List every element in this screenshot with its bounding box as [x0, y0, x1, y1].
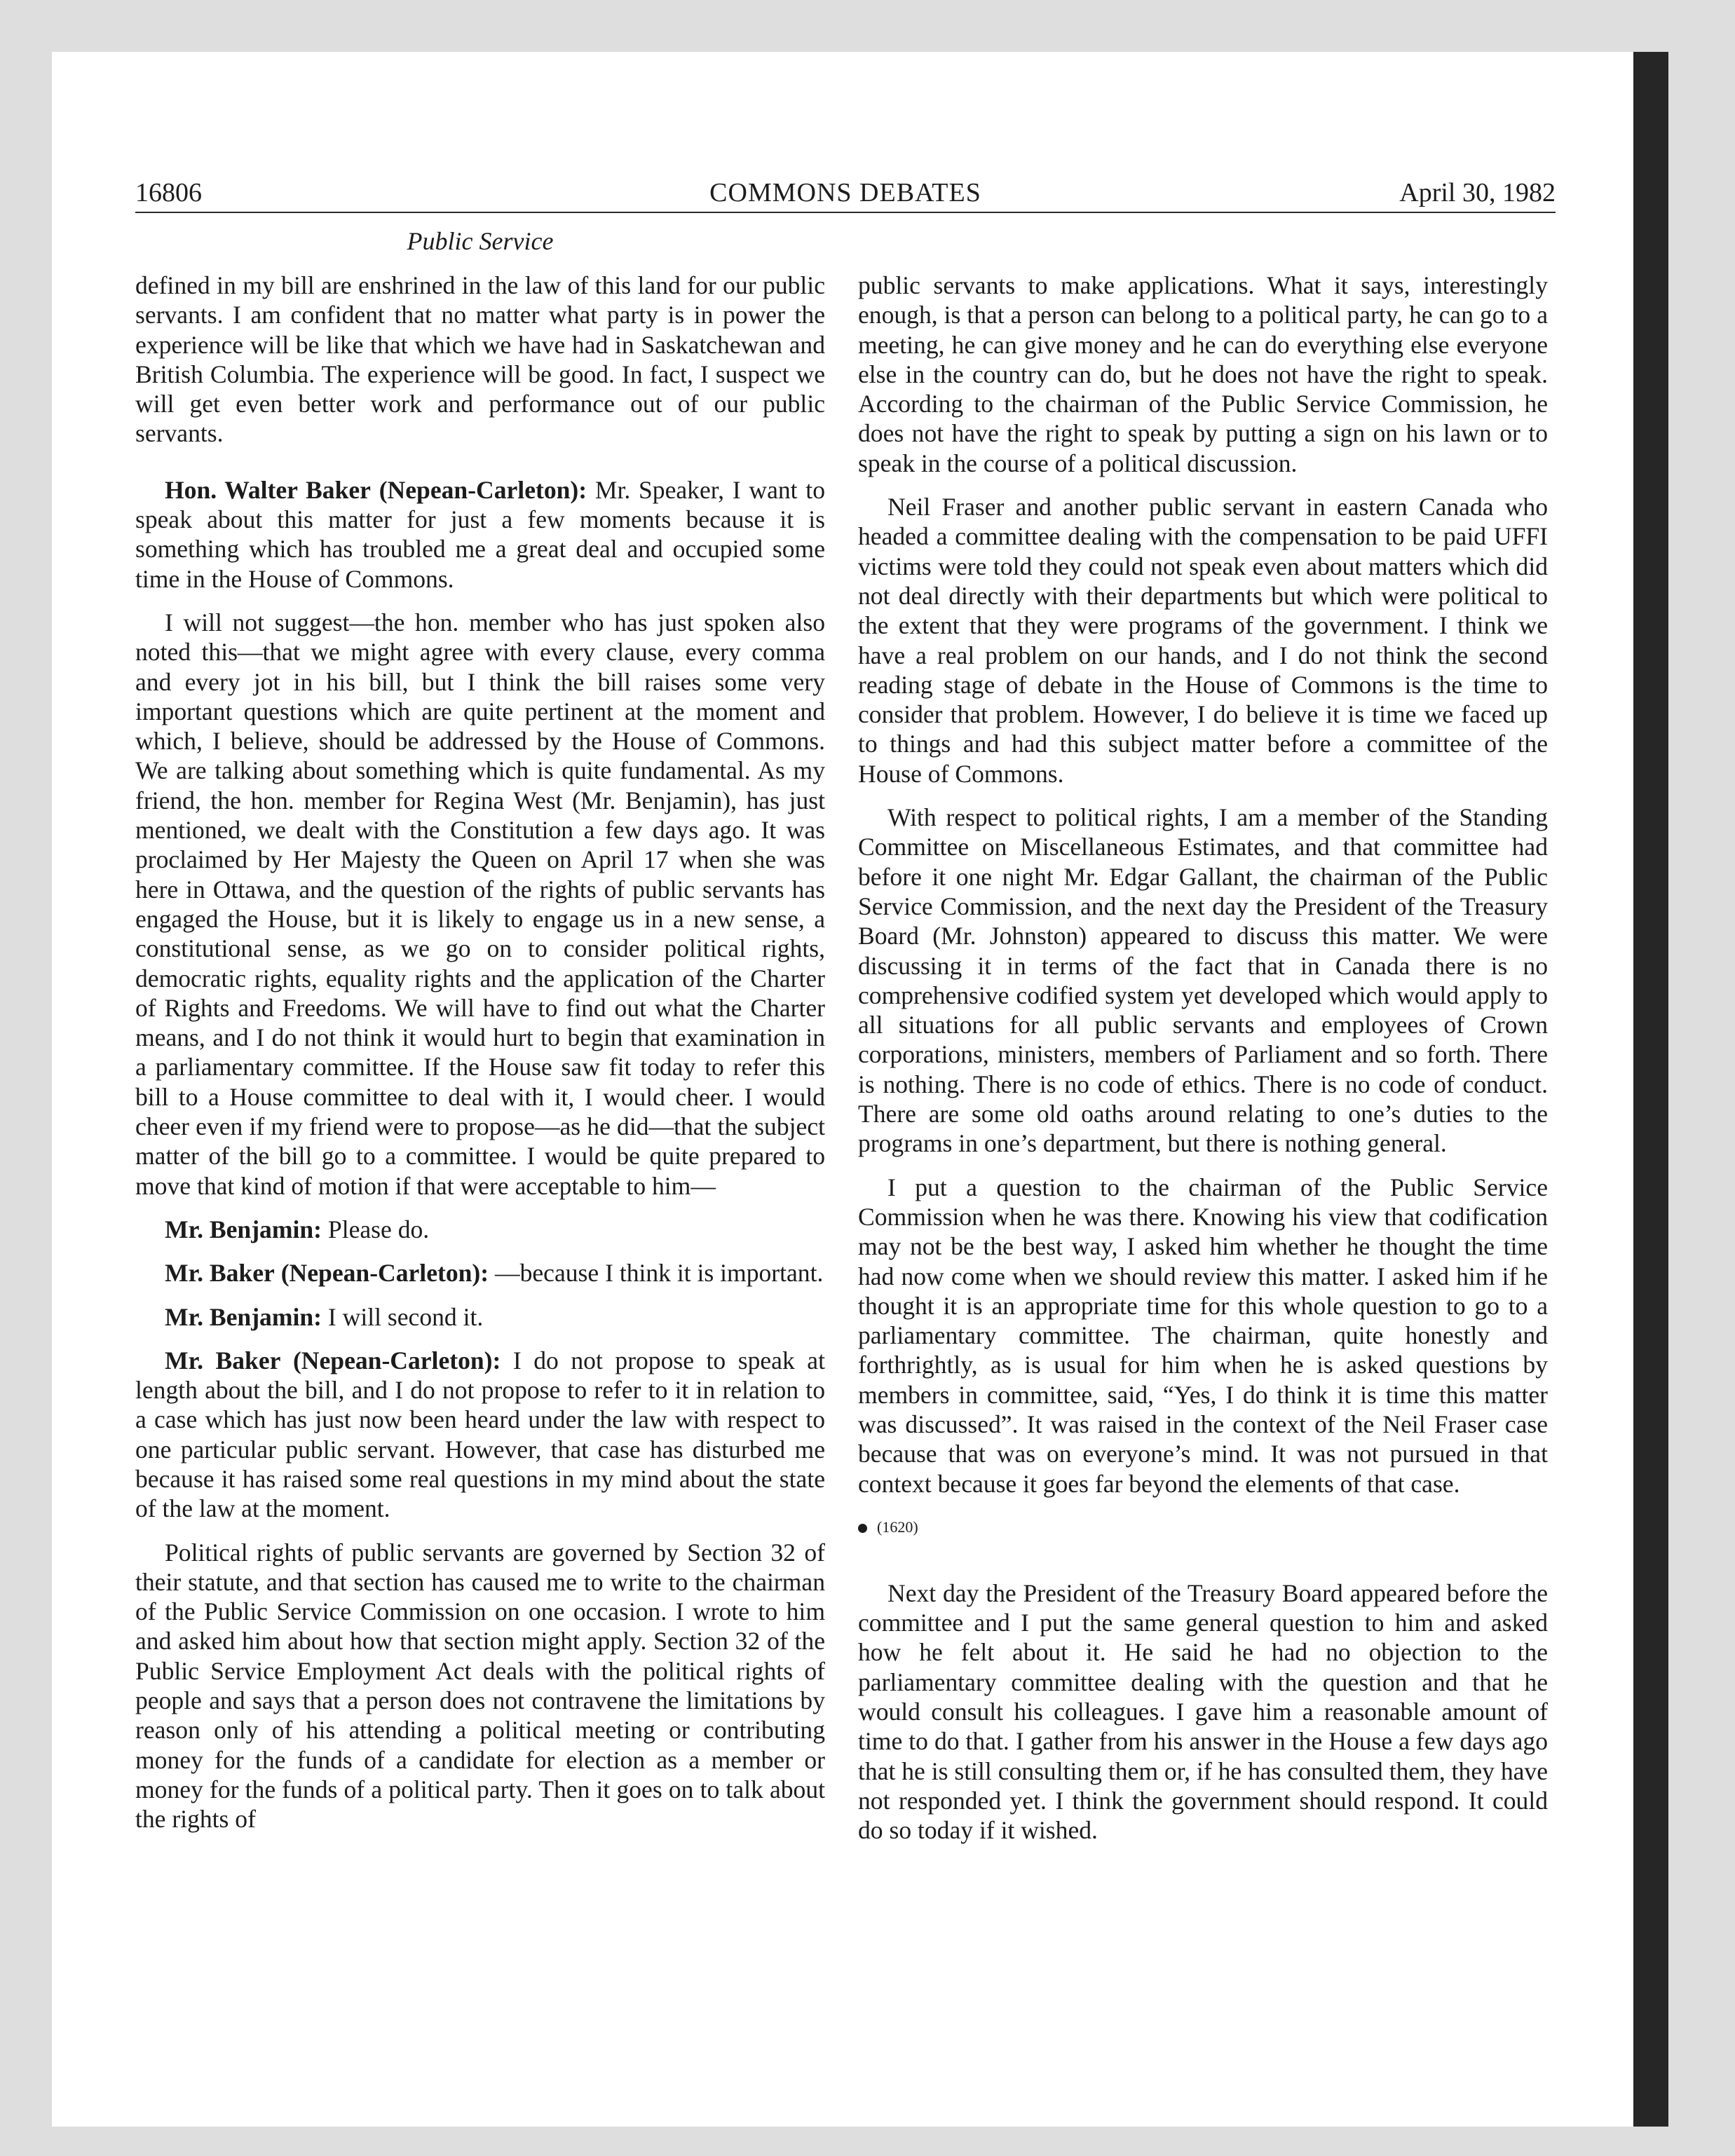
speech-paragraph [135, 1258, 825, 1288]
publication-title: COMMONS DEBATES [709, 178, 981, 207]
time-marker-text: (1620) [877, 1517, 918, 1536]
bullet-icon [858, 1524, 867, 1533]
speech-paragraph [135, 475, 825, 594]
body-paragraph: Next day the President of the Treasury Board appeared before the committee and I put the same general question to him and asked how he felt about it. He said he had no objection to the parliamentary committee dealing with the question and that he would consult his colleagues. I gave him a reasonable amount of time to do that. I gather from his answer in the House a few days ago that he is still consulting them or, if he has consulted them, they have not responded yet. I think the government should respond. It could do so today if it wished. [858, 1578, 1548, 1845]
speech-paragraph [135, 1302, 825, 1332]
left-column [135, 271, 825, 1848]
scan-binding-edge [1633, 52, 1668, 2127]
speech-text: —because I think it is important. [495, 1259, 824, 1288]
speech-text: Mr. Speaker, I want to speak about this matter for just a few moments because it is something which has troubled me a great deal and occupied some time in the House of Commons. [135, 475, 825, 593]
speaker-name: Mr. Benjamin: [165, 1215, 322, 1243]
body-paragraph: I will not suggest—the hon. member who has just spoken also noted this—that we might agree with every clause, every comma and every jot in his bill, but I think the bill raises some very important questions which are quite pertinent at the moment and which, I believe, should be addressed by the House of Commons. We are talking about something which is quite fundamental. As my friend, the hon. member for Regina West (Mr. Benjamin), has just mentioned, we dealt with the Constitution a few days ago. It was proclaimed by Her Majesty the Queen on April 17 when she was here in Ottawa, and the question of the rights of public servants has engaged the House, but it is likely to engage us in a new sense, a constitutional sense, as we go on to consider political rights, democratic rights, equality rights and the application of the Charter of Rights and Freedoms. We will have to find out what the Charter means, and I do not think it would hurt to begin that examination in a parliamentary committee. If the House saw fit today to refer this bill to a House committee to deal with it, I would cheer. I would cheer even if my friend were to propose—as he did—that the subject matter of the bill go to a committee. I would be quite prepared to move that kind of motion if that were acceptable to him— [135, 608, 825, 1200]
speaker-name: Mr. Baker [165, 1346, 281, 1374]
running-header [135, 174, 1556, 213]
speaker-riding: (Nepean-Carleton): [379, 475, 587, 504]
speaker-riding: (Nepean-Carleton): [280, 1259, 489, 1288]
body-paragraph: With respect to political rights, I am a member of the Standing Committee on Miscellaneous Estimates, and that committee had before it one night Mr. Edgar Gallant, the chairman of the Public Service Commission, and the next day the President of the Treasury Board (Mr. Johnston) appeared to discuss this matter. We were discussing it in terms of the fact that in Canada there is no comprehensive codified system yet developed which would apply to all situations for all public servants and employees of Crown corporations, ministers, members of Parliament and so forth. There is nothing. There is no code of ethics. There is no code of conduct. There are some old oaths around relating to one’s duties to the programs in one’s department, but there is nothing general. [858, 803, 1548, 1158]
speaker-riding: (Nepean-Carleton): [292, 1346, 501, 1374]
speech-paragraph [135, 1346, 825, 1524]
speech-text: I do not propose to speak at length about the bill, and I do not propose to refer to it in relation to a case which has just now been heard under the law with respect to one particular public servant. However, that case has disturbed me because it has raised some real questions in my mind about the state of the law at the moment. [135, 1346, 825, 1523]
page-number: 16806 [135, 178, 202, 207]
body-paragraph: I put a question to the chairman of the Public Service Commission when he was there. Knowing his view that codification may not be the best way, I asked him whether he thought the time had now come when we should review this matter. I asked him if he thought it is an appropriate time for this whole question to go to a parliamentary committee. The chairman, quite honestly and forthrightly, as is usual for him when he is asked questions by members in committee, said, “Yes, I do think it is time this matter was discussed”. It was raised in the context of the Neil Fraser case because that was on everyone’s mind. It was not pursued in that context because it goes far beyond the elements of that case. [858, 1173, 1548, 1498]
body-paragraph: Neil Fraser and another public servant in eastern Canada who headed a committee dealing with the compensation to be paid UFFI victims were told they could not speak even about matters which did not deal directly with their departments but which were political to the extent that they were programs of the government. I think we have a real problem on our hands, and I do not think the second reading stage of debate in the House of Commons is the time to consider that problem. However, I do believe it is time we faced up to things and had this subject matter before a committee of the House of Commons. [858, 493, 1548, 788]
page-date: April 30, 1982 [1399, 178, 1556, 207]
continued-paragraph: defined in my bill are enshrined in the law of this land for our public servants. I am confident that no matter what party is in power the experience will be like that which we have had in Saskatchewan and British Columbia. The experience will be good. In fact, I suspect we will get even better work and performance out of our public servants. [135, 271, 825, 448]
right-column [858, 271, 1548, 1860]
body-paragraph: Political rights of public servants are governed by Section 32 of their statute, and that section has caused me to write to the chairman of the Public Service Commission on one occasion. I wrote to him and asked him about how that section might apply. Section 32 of the Public Service Employment Act deals with the political rights of people and says that a person does not contravene the limitations by reason only of his attending a political meeting or contributing money for the funds of a candidate for election as a member or money for the funds of a political party. Then it goes on to talk about the rights of [135, 1538, 825, 1834]
speaker-name: Hon. Walter Baker [165, 475, 371, 504]
speaker-name: Mr. Baker [165, 1259, 275, 1288]
speech-text: I will second it. [327, 1302, 484, 1331]
speech-text: Please do. [327, 1215, 430, 1243]
time-marker [858, 1517, 1548, 1538]
continued-paragraph: public servants to make applications. What it says, interestingly enough, is that a person can belong to a political party, he can go to a meeting, he can give money and he can do everything else everyone else in the country can do, but he does not have the right to speak. According to the chairman of the Public Service Commission, he does not have the right to speak by putting a sign on his lawn or to speak in the course of a political discussion. [858, 271, 1548, 477]
speaker-name: Mr. Benjamin: [165, 1302, 322, 1331]
speech-paragraph [135, 1215, 825, 1244]
section-title: Public Service [407, 227, 554, 255]
